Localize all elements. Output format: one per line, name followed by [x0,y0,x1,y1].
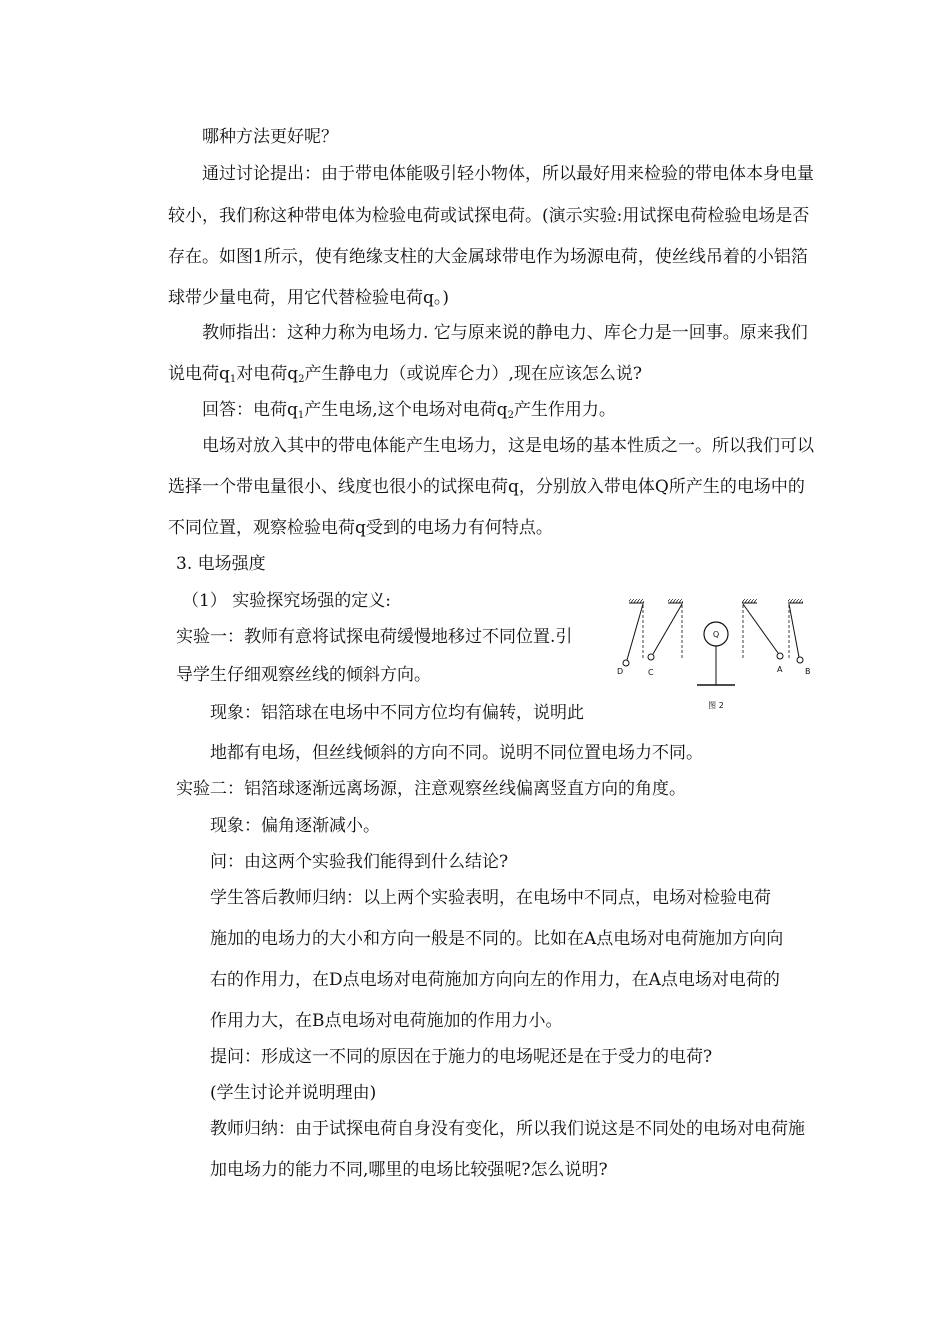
text-run: 说电荷q [168,364,230,384]
paragraph-line: 教师归纳：由于试探电荷自身没有变化，所以我们说这是不同处的电场对电荷施 [210,1119,805,1139]
paragraph-line: (学生讨论并说明理由) [210,1083,377,1103]
paragraph-line: 选择一个带电量很小、线度也很小的试探电荷q，分别放入带电体Q所产生的电场中的 [168,477,805,497]
figure-caption: 图 2 [708,701,724,710]
text-run: 产生作用力。 [513,400,616,420]
paragraph-line: 球带少量电荷，用它代替检验电荷q。) [168,288,450,308]
subscript: 1 [229,374,237,385]
subsection-heading: （1） 实验探究场强的定义: [182,591,391,611]
paragraph-line: 教师指出：这种力称为电场力. 它与原来说的静电力、库仑力是一回事。原来我们 [202,323,808,343]
paragraph-line: 通过讨论提出：由于带电体能吸引轻小物体，所以最好用来检验的带电体本身电量 [202,164,814,184]
label-b: B [805,667,811,676]
thread-d [627,604,643,660]
paragraph-line [168,363,642,385]
foil-ball-a [777,653,783,659]
paragraph-line: 地都有电场，但丝线倾斜的方向不同。说明不同位置电场力不同。 [210,743,703,763]
paragraph-line: 现象：铝箔球在电场中不同方位均有偏转，说明此 [210,703,584,723]
paragraph-line: 不同位置，观察检验电荷q受到的电场力有何特点。 [168,518,553,538]
paragraph-line: 问：由这两个实验我们能得到什么结论? [210,852,509,872]
paragraph-line: 作用力大，在B点电场对电荷施加的作用力小。 [210,1011,563,1031]
paragraph-line: 学生答后教师归纳：以上两个实验表明，在电场中不同点，电场对检验电荷 [210,888,771,908]
subscript: 1 [297,410,305,421]
label-d: D [617,667,624,676]
foil-ball-b [797,657,803,663]
foil-ball-d [623,660,629,666]
ceiling-mount-d [629,599,644,603]
figure-drawing [612,596,822,726]
subscript: 2 [507,410,514,421]
paragraph-line: 较小，我们称这种带电体为检验电荷或试探电荷。(演示实验:用试探电荷检验电场是否 [168,206,810,226]
ceiling-mount-b [788,599,803,603]
sphere-label: Q [712,630,720,639]
paragraph-line: 右的作用力，在D点电场对电荷施加方向向左的作用力，在A点电场对电荷的 [210,970,780,990]
subscript: 2 [298,374,305,385]
thread-b [789,604,799,657]
text-run: 产生静电力（或说库仑力）,现在应该怎么说? [304,364,643,384]
label-a: A [777,665,783,674]
paragraph-line: 导学生仔细观察丝线的倾斜方向。 [176,665,431,685]
paragraph-line: 现象：偏角逐渐减小。 [210,816,380,836]
paragraph-line: 施加的电场力的大小和方向一般是不同的。比如在A点电场对电荷施加方向向 [210,929,784,949]
section-heading: 3. 电场强度 [176,554,266,574]
paragraph-line: 存在。如图1所示，使有绝缘支柱的大金属球带电作为场源电荷，使丝线吊着的小铝箔 [168,247,808,267]
ceiling-mount-c [668,599,683,603]
thread-a [743,604,778,653]
paragraph-line: 提问：形成这一不同的原因在于施力的电场呢还是在于受力的电荷? [210,1047,713,1067]
text-run: 产生电场,这个电场对电荷q [304,400,508,420]
figure-electric-field-pendulums [612,596,822,726]
foil-ball-c [648,654,654,660]
label-c: C [648,668,654,677]
thread-c [653,604,682,654]
text-run: 对电荷q [236,364,299,384]
paragraph-line: 实验一：教师有意将试探电荷缓慢地移过不同位置.引 [176,627,573,647]
paragraph-line: 电场对放入其中的带电体能产生电场力，这是电场的基本性质之一。所以我们可以 [202,436,814,456]
paragraph-line: 哪种方法更好呢？ [202,127,338,147]
text-run: 回答：电荷q [202,400,298,420]
ceiling-mount-a [742,599,757,603]
paragraph-line [202,399,616,421]
paragraph-line: 加电场力的能力不同,哪里的电场比较强呢?怎么说明? [210,1160,608,1180]
paragraph-line: 实验二：铝箔球逐渐远离场源，注意观察丝线偏离竖直方向的角度。 [176,779,686,799]
